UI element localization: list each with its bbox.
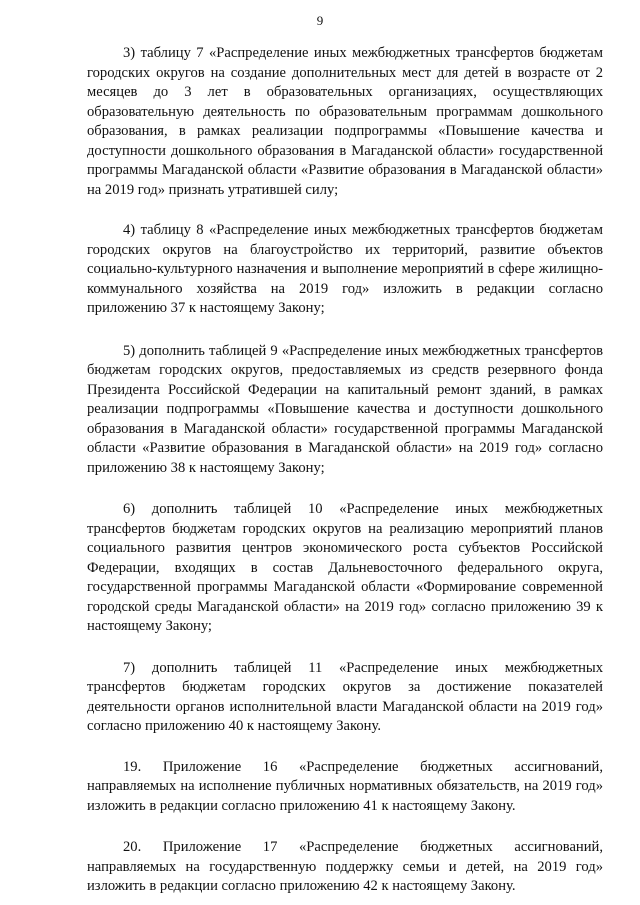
page-number: 9 <box>316 13 324 28</box>
paragraph-section-20: 20. Приложение 17 «Распределение бюджетных ассигнований, направляемых на государственную поддержку семьи и детей, на 2019 год» изложить в редакции согласно приложению 42 к настоящему Закону. <box>87 839 603 894</box>
paragraph-item-4: 4) таблицу 8 «Распределение иных межбюджетных трансфертов бюджетам городских округов на благоустройство их территорий, развитие объектов социально-культурного назначения и выполнение мероприятий в сфере жилищно-коммунального хозяйства на 2019 год» изложить в редакции согласно приложению 37 к настоящему Закону; <box>87 222 603 316</box>
paragraph-item-3: 3) таблицу 7 «Распределение иных межбюджетных трансфертов бюджетам городских округов на создание дополнительных мест для детей в возрасте от 2 месяцев до 3 лет в образовательных организациях, осуществляющих образовательную деятельность по образовательным программам дошкольного образования, в рамках реализации подпрограммы «Повышение качества и доступности дошкольного образования в Магаданской области» государственной программы Магаданской области «Развитие образования в Магаданской области» на 2019 год» признать утратившей силу; <box>87 45 603 198</box>
paragraph-item-6: 6) дополнить таблицей 10 «Распределение иных межбюджетных трансфертов бюджетам городских округов на реализацию мероприятий планов социального развития центров экономического роста субъектов Российской Федерации, входящих в состав Дальневосточного федерального округа, государственной программы Магаданской области «Формирование современной городской среды Магаданской области» на 2019 год» согласно приложению 39 к настоящему Закону; <box>87 501 603 634</box>
document-body <box>87 44 603 897</box>
paragraph-item-5: 5) дополнить таблицей 9 «Распределение иных межбюджетных трансфертов бюджетам городских округов, предоставляемых из средств резервного фонда Президента Российской Федерации на капитальный ремонт зданий, в рамках реализации подпрограммы «Повышение качества и доступности дошкольного образования в Магаданской области» государственной программы Магаданской области «Развитие образования в Магаданской области» на 2019 год» согласно приложению 38 к настоящему Закону; <box>87 342 603 476</box>
paragraph-section-19: 19. Приложение 16 «Распределение бюджетных ассигнований, направляемых на исполнение публичных нормативных обязательств, на 2019 год» изложить в редакции согласно приложению 41 к настоящему Закону. <box>87 758 603 814</box>
paragraph-item-7: 7) дополнить таблицей 11 «Распределение иных межбюджетных трансфертов бюджетам городских округов за достижение показателей деятельности органов исполнительной власти Магаданской области на 2019 год» согласно приложению 40 к настоящему Закону. <box>87 659 603 734</box>
